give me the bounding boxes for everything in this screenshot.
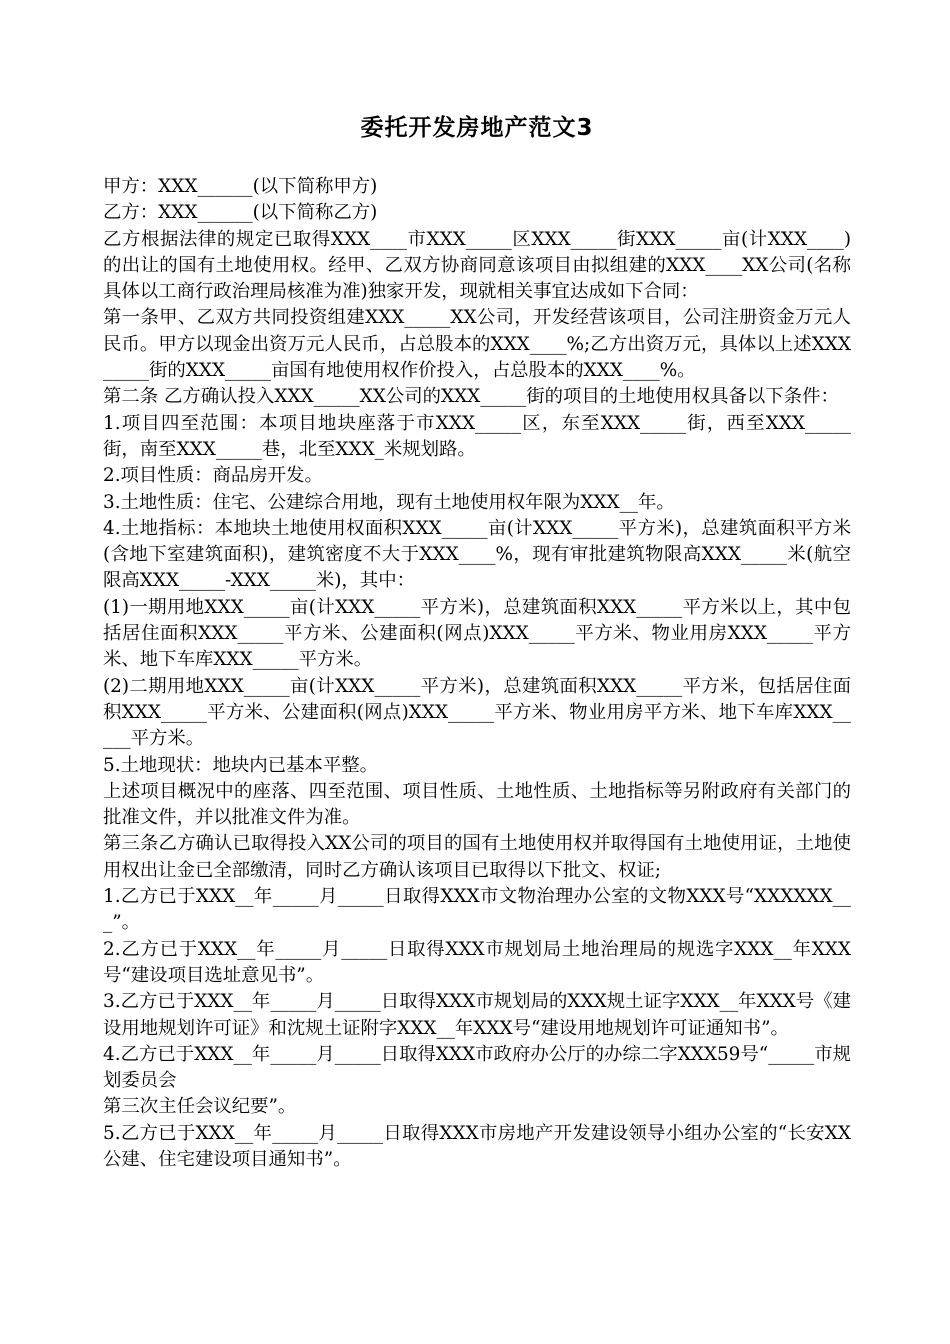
paragraph: 3.乙方已于XXX__年_____月_____日取得XXX市规划局的XXX规土证字XXX__年XXX号《建设用地规划许可证》和沈规土证附字XXX__年XXX号“建设用地规划许可证通知书”。	[103, 991, 851, 1039]
document-body	[103, 174, 851, 1173]
paragraph: 5.土地现状：地块内已基本平整。	[103, 754, 379, 776]
paragraph: (1)一期用地XXX_____亩(计XXX_____平方米)，总建筑面积XXX_____平方米以上，其中包括居住面积XXX_____平方米、公建面积(网点)XXX_____平方米、物业用房XXX_____平方米、地下车库XXX_____平方米。	[103, 596, 851, 671]
paragraph: 乙方：XXX______(以下简称乙方)	[103, 202, 378, 224]
paragraph: 第三条乙方确认已取得投入XX公司的项目的国有土地使用权并取得国有土地使用证，土地使用权出让金已全部缴清，同时乙方确认该项目已取得以下批文、权证;	[103, 833, 851, 881]
paragraph: 第二条 乙方确认投入XXX_____XX公司的XXX_____街的项目的土地使用权具备以下条件：	[103, 386, 839, 408]
paragraph: (2)二期用地XXX_____亩(计XXX_____平方米)，总建筑面积XXX_____平方米，包括居住面积XXX_____平方米、公建面积(网点)XXX_____平方米、物业用房平方米、地下车库XXX_____平方米。	[103, 675, 851, 750]
document-title: 委托开发房地产范文3	[360, 115, 594, 141]
paragraph: 第一条甲、乙双方共同投资组建XXX_____XX公司，开发经营该项目，公司注册资金万元人民币。甲方以现金出资万元人民币，占总股本的XXX____%;乙方出资万元，具体以上述XXX_____街的XXX_____亩国有地使用权作价投入，占总股本的XXX____%。	[103, 307, 851, 382]
paragraph: 4.乙方已于XXX__年_____月_____日取得XXX市政府办公厅的办综二字XXX59号“_____市规划委员会	[103, 1043, 851, 1092]
paragraph: 3.土地性质：住宅、公建综合用地，现有土地使用权年限为XXX__年。	[103, 491, 675, 513]
paragraph: 1.乙方已于XXX__年_____月_____日取得XXX市文物治理办公室的文物XXX号“XXXXXX___”。	[103, 886, 851, 934]
paragraph: 2.乙方已于XXX__年_____月_____日取得XXX市规划局土地治理局的规选字XXX__年XXX号“建设项目选址意见书”。	[103, 938, 851, 986]
paragraph: 甲方：XXX______(以下简称甲方)	[103, 176, 378, 197]
paragraph: 4.土地指标：本地块土地使用权面积XXX_____亩(计XXX_____平方米)，总建筑面积平方米(含地下室建筑面积)，建筑密度不大于XXX____%，现有审批建筑物限高XXX_____米(航空限高XXX_____-XXX_____米)，其中：	[103, 517, 851, 592]
paragraph: 2.项目性质：商品房开发。	[103, 465, 323, 487]
paragraph: 5.乙方已于XXX__年_____月_____日取得XXX市房地产开发建设领导小组办公室的“长安XX公建、住宅建设项目通知书”。	[103, 1122, 851, 1170]
paragraph: 1.项目四至范围：本项目地块座落于市XXX_____区，东至XXX_____街，西至XXX_____街，南至XXX_____巷，北至XXX_米规划路。	[103, 412, 851, 460]
paragraph: 第三次主任会议纪要”。	[103, 1096, 297, 1118]
paragraph: 乙方根据法律的规定已取得XXX____市XXX_____区XXX_____街XXX_____亩(计XXX____)的出让的国有土地使用权。经甲、乙双方协商同意该项目由拟组建的XXX____XX公司(名称具体以工商行政治理局核准为准)独家开发，现就相关事宜达成如下合同：	[103, 228, 851, 303]
paragraph: 上述项目概况中的座落、四至范围、项目性质、土地性质、土地指标等另附政府有关部门的批准文件，并以批准文件为准。	[103, 780, 851, 829]
